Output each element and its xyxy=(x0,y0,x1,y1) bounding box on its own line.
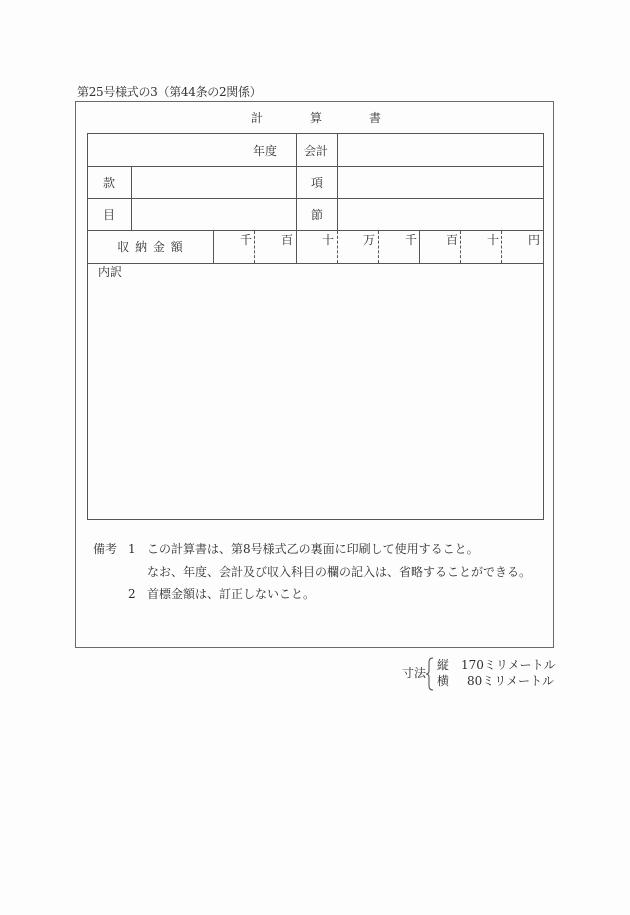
digit-unit-ten-man: 十 xyxy=(322,233,335,247)
digit-unit-man: 万 xyxy=(363,233,376,247)
digit-unit-thousand-man: 千 xyxy=(240,233,253,247)
setsu-label: 節 xyxy=(311,208,324,222)
breakdown-field[interactable] xyxy=(88,280,543,518)
row-divider xyxy=(87,263,544,264)
digit-unit-yen: 円 xyxy=(528,233,541,247)
digit-unit-hundred: 百 xyxy=(446,233,459,247)
horizontal-value: 80ミリメートル xyxy=(467,674,555,688)
remark-1-line-2: なお、年度、会計及び収入科目の欄の記入は、省略することができる。 xyxy=(147,565,532,579)
horizontal-label: 横 xyxy=(437,674,450,688)
moku-label: 目 xyxy=(103,208,116,222)
brace-icon xyxy=(426,657,434,691)
year-label: 年度 xyxy=(253,144,278,158)
remarks-heading: 備考 xyxy=(93,542,118,556)
title-char-3: 書 xyxy=(369,111,382,125)
breakdown-label: 内訳 xyxy=(98,265,123,279)
setsu-field[interactable] xyxy=(338,199,543,229)
digit-unit-hundred-man: 百 xyxy=(281,233,294,247)
account-field[interactable] xyxy=(338,134,543,165)
remark-2-line-1: 首標金額は、訂正しないこと。 xyxy=(147,587,316,601)
vertical-label: 縦 xyxy=(437,658,450,672)
kou-label: 項 xyxy=(311,176,324,190)
vertical-value: 170ミリメートル xyxy=(461,658,556,672)
amount-field[interactable] xyxy=(214,231,543,262)
dimensions-label: 寸法 xyxy=(402,666,427,680)
document-title xyxy=(0,109,630,125)
remark-1-line-1: この計算書は、第8号様式乙の裏面に印刷して使用すること。 xyxy=(147,542,479,556)
remark-1-number: 1 xyxy=(128,542,136,556)
digit-unit-thousand: 千 xyxy=(405,233,418,247)
kan-field[interactable] xyxy=(132,167,295,197)
title-char-2: 算 xyxy=(310,111,323,125)
kan-label: 款 xyxy=(103,176,116,190)
year-field[interactable] xyxy=(88,134,248,165)
form-id: 第25号様式の3（第44条の2関係） xyxy=(77,85,262,99)
title-char-1: 計 xyxy=(251,111,264,125)
account-label: 会計 xyxy=(304,144,329,158)
moku-field[interactable] xyxy=(132,199,295,229)
amount-label: 収 納 金 額 xyxy=(117,240,184,254)
remark-2-number: 2 xyxy=(128,587,136,601)
kou-field[interactable] xyxy=(338,167,543,197)
digit-unit-ten: 十 xyxy=(487,233,500,247)
